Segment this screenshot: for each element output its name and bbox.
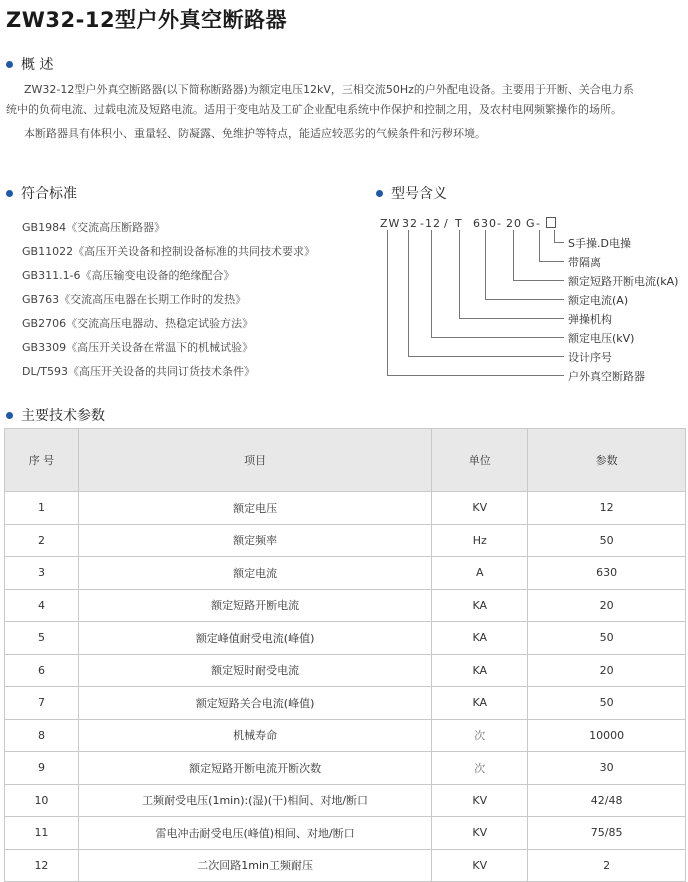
connector-line [485, 299, 564, 300]
code-slash: / [444, 217, 449, 230]
table-row [5, 622, 686, 655]
cell-item: 额定短路开断电流开断次数 [78, 752, 431, 785]
bullet-icon [6, 61, 13, 68]
cell-index: 4 [5, 589, 79, 622]
header-value: 参数 [528, 429, 686, 492]
table-row [5, 589, 686, 622]
cell-value: 50 [528, 524, 686, 557]
cell-value: 30 [528, 752, 686, 785]
cell-unit: KV [432, 817, 528, 850]
table-row [5, 817, 686, 850]
model-heading [376, 183, 447, 203]
overview-line-1: ZW32-12型户外真空断路器(以下简称断路器)为额定电压12kV，三相交流50Hz的户外配电设备。主要用于开断、关合电力系 [24, 83, 634, 96]
code-option-box-icon [544, 217, 556, 230]
overview-heading-text: 概 述 [21, 57, 54, 73]
model-label: 弹操机构 [568, 313, 612, 326]
header-index: 序 号 [5, 429, 79, 492]
connector-line [431, 230, 432, 337]
table-row [5, 492, 686, 525]
page-title: ZW32-12型户外真空断路器 [6, 8, 288, 32]
cell-item: 额定电流 [78, 557, 431, 590]
cell-value: 2 [528, 849, 686, 882]
cell-index: 1 [5, 492, 79, 525]
params-heading [6, 405, 105, 425]
model-label: S手操.D电操 [568, 237, 631, 250]
code-g: G [526, 217, 536, 230]
cell-value: 630 [528, 557, 686, 590]
table-header-row [5, 429, 686, 492]
standard-item: GB2706《交流高压电器动、热稳定试验方法》 [22, 317, 254, 330]
cell-index: 6 [5, 654, 79, 687]
connector-line [513, 280, 564, 281]
code-zw: ZW [380, 217, 401, 230]
cell-value: 50 [528, 687, 686, 720]
standard-item: GB3309《高压开关设备在常温下的机械试验》 [22, 341, 254, 354]
cell-unit: KV [432, 849, 528, 882]
cell-value: 75/85 [528, 817, 686, 850]
cell-item: 工频耐受电压(1min):(湿)(干)相间、对地/断口 [78, 784, 431, 817]
cell-index: 12 [5, 849, 79, 882]
table-row [5, 752, 686, 785]
table-row [5, 524, 686, 557]
cell-item: 额定电压 [78, 492, 431, 525]
code-32: 32 [402, 217, 418, 230]
header-item: 项目 [78, 429, 431, 492]
code-630: 630- [473, 217, 502, 230]
cell-unit: 次 [432, 719, 528, 752]
standards-heading [6, 183, 77, 203]
model-label: 额定短路开断电流(kA) [568, 275, 679, 288]
standard-item: DL/T593《高压开关设备的共同订货技术条件》 [22, 365, 256, 378]
connector-line [554, 230, 555, 242]
standard-item: GB1984《交流高压断路器》 [22, 221, 166, 234]
connector-line [554, 242, 564, 243]
cell-index: 9 [5, 752, 79, 785]
cell-value: 10000 [528, 719, 686, 752]
connector-line [408, 230, 409, 356]
overview-heading [6, 54, 53, 74]
cell-item: 额定短时耐受电流 [78, 654, 431, 687]
model-label: 额定电流(A) [568, 294, 629, 307]
connector-line [485, 230, 486, 299]
bullet-icon [6, 190, 13, 197]
cell-unit: KA [432, 687, 528, 720]
cell-unit: KA [432, 589, 528, 622]
code-12: -12 [420, 217, 441, 230]
cell-value: 20 [528, 589, 686, 622]
connector-line [408, 356, 564, 357]
cell-index: 11 [5, 817, 79, 850]
standard-item: GB11022《高压开关设备和控制设备标准的共同技术要求》 [22, 245, 316, 258]
table-row [5, 654, 686, 687]
cell-unit: A [432, 557, 528, 590]
cell-index: 2 [5, 524, 79, 557]
connector-line [539, 230, 540, 261]
model-label: 设计序号 [568, 351, 612, 364]
model-heading-text: 型号含义 [391, 186, 447, 202]
standards-heading-text: 符合标准 [21, 186, 77, 202]
code-dash: - [536, 217, 541, 230]
params-heading-text: 主要技术参数 [21, 408, 105, 424]
connector-line [513, 230, 514, 280]
connector-line [387, 375, 564, 376]
cell-item: 额定短路关合电流(峰值) [78, 687, 431, 720]
connector-line [459, 318, 564, 319]
connector-line [431, 337, 564, 338]
model-label: 额定电压(kV) [568, 332, 635, 345]
cell-item: 雷电冲击耐受电压(峰值)相间、对地/断口 [78, 817, 431, 850]
standard-item: GB311.1-6《高压输变电设备的绝缘配合》 [22, 269, 235, 282]
overview-line-2: 统中的负荷电流、过载电流及短路电流。适用于变电站及工矿企业配电系统中作保护和控制之用，及农村电网频繁操作的场所。 [6, 103, 622, 116]
cell-item: 机械寿命 [78, 719, 431, 752]
cell-item: 额定短路开断电流 [78, 589, 431, 622]
code-20: 20 [506, 217, 522, 230]
overview-line-3: 本断路器具有体积小、重量轻、防凝露、免维护等特点，能适应较恶劣的气候条件和污秽环境。 [24, 127, 486, 140]
standard-item: GB763《交流高压电器在长期工作时的发热》 [22, 293, 247, 306]
cell-value: 42/48 [528, 784, 686, 817]
cell-value: 20 [528, 654, 686, 687]
cell-unit: KA [432, 654, 528, 687]
connector-line [387, 230, 388, 375]
code-t: T [455, 217, 463, 230]
bullet-icon [6, 412, 13, 419]
cell-value: 12 [528, 492, 686, 525]
table-row [5, 687, 686, 720]
cell-unit: KV [432, 492, 528, 525]
bullet-icon [376, 190, 383, 197]
connector-line [539, 261, 564, 262]
cell-index: 5 [5, 622, 79, 655]
cell-item: 额定频率 [78, 524, 431, 557]
table-row [5, 557, 686, 590]
table-row [5, 784, 686, 817]
cell-unit: 次 [432, 752, 528, 785]
table-row [5, 849, 686, 882]
cell-unit: KA [432, 622, 528, 655]
header-unit: 单位 [432, 429, 528, 492]
cell-item: 二次回路1min工频耐压 [78, 849, 431, 882]
params-table [4, 428, 686, 882]
cell-index: 8 [5, 719, 79, 752]
model-label: 带隔离 [568, 256, 601, 269]
cell-index: 3 [5, 557, 79, 590]
connector-line [459, 230, 460, 318]
table-row [5, 719, 686, 752]
model-label: 户外真空断路器 [568, 370, 645, 383]
cell-index: 7 [5, 687, 79, 720]
cell-value: 50 [528, 622, 686, 655]
cell-index: 10 [5, 784, 79, 817]
cell-unit: KV [432, 784, 528, 817]
cell-item: 额定峰值耐受电流(峰值) [78, 622, 431, 655]
cell-unit: Hz [432, 524, 528, 557]
